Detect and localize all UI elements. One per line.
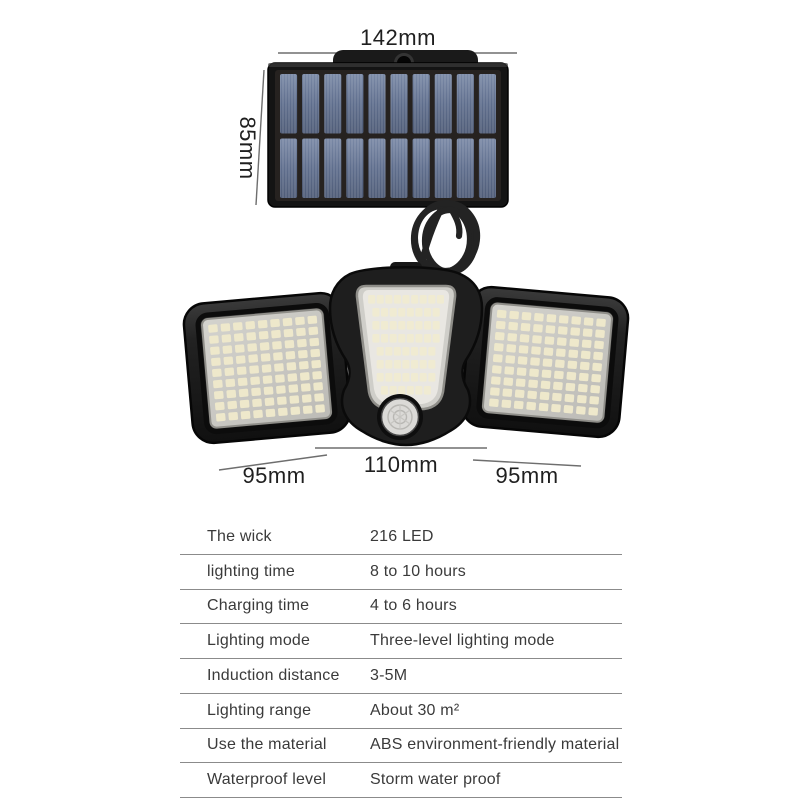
table-row <box>180 763 622 798</box>
led-chip <box>385 295 392 304</box>
led-chip <box>402 360 409 369</box>
led-chip <box>546 314 556 323</box>
led-chip <box>494 343 504 352</box>
led-chip <box>544 336 554 345</box>
led-chip <box>246 332 256 341</box>
spec-label: The wick <box>207 527 272 545</box>
table-row <box>180 590 622 625</box>
solar-cell-texture <box>479 74 496 134</box>
led-chip <box>286 362 296 371</box>
led-chip <box>377 360 384 369</box>
led-chip <box>568 349 578 358</box>
led-chip <box>390 308 397 317</box>
led-chip <box>311 360 321 369</box>
led-chip <box>555 359 565 368</box>
led-chip <box>507 333 517 342</box>
led-chip <box>234 333 244 342</box>
left-head-width-label: 95mm <box>242 463 306 488</box>
led-chip <box>491 376 501 385</box>
led-chip <box>262 364 272 373</box>
led-chip <box>557 337 567 346</box>
led-chip <box>377 347 384 356</box>
solar-cell-texture <box>324 74 341 134</box>
led-chip <box>407 386 414 395</box>
solar-cell-texture <box>368 74 385 134</box>
led-chip <box>527 391 537 400</box>
solar-cell-texture <box>479 139 496 199</box>
led-chip <box>584 317 594 326</box>
solar-cell-texture <box>368 139 385 199</box>
led-chip <box>314 393 324 402</box>
led-chip <box>381 386 388 395</box>
led-chip <box>368 295 375 304</box>
led-chip <box>265 397 275 406</box>
led-chip <box>428 373 435 382</box>
solar-cell-texture <box>280 74 297 134</box>
led-chip <box>543 347 553 356</box>
led-chip <box>285 351 295 360</box>
led-chip <box>596 318 606 327</box>
led-chip <box>411 373 418 382</box>
led-chip <box>239 389 249 398</box>
led-chip <box>390 386 397 395</box>
spec-value: Storm water proof <box>370 771 501 789</box>
led-chip <box>283 318 293 327</box>
led-chip <box>407 321 414 330</box>
led-chip <box>277 396 287 405</box>
spec-value: 216 LED <box>370 527 434 545</box>
led-chip <box>407 334 414 343</box>
led-chip <box>261 353 271 362</box>
led-chip <box>504 366 514 375</box>
led-chip <box>528 379 538 388</box>
led-chip <box>308 327 318 336</box>
solar-cell-texture <box>346 139 363 199</box>
led-chip <box>274 363 284 372</box>
led-chip <box>521 312 531 321</box>
spec-label: lighting time <box>207 562 295 580</box>
led-chip <box>295 317 305 326</box>
led-chip <box>520 334 530 343</box>
led-chip <box>238 377 248 386</box>
led-chip <box>595 329 605 338</box>
led-chip <box>539 403 549 412</box>
led-chip <box>506 344 516 353</box>
led-chip <box>497 310 507 319</box>
led-chip <box>402 373 409 382</box>
led-chip <box>541 381 551 390</box>
table-row <box>180 624 622 659</box>
led-chip <box>588 407 598 416</box>
led-chip <box>424 321 431 330</box>
led-chip <box>377 295 384 304</box>
led-chip <box>565 383 575 392</box>
led-chip <box>240 400 250 409</box>
led-chip <box>576 406 586 415</box>
led-chip <box>241 411 251 420</box>
led-chip <box>398 386 405 395</box>
spec-label: Lighting mode <box>207 632 311 650</box>
led-chip <box>515 389 525 398</box>
led-chip <box>278 407 288 416</box>
led-chip <box>543 358 553 367</box>
led-chip <box>518 356 528 365</box>
led-chip <box>271 330 281 339</box>
led-chip <box>411 347 418 356</box>
led-chip <box>552 393 562 402</box>
led-chip <box>258 320 268 329</box>
led-chip <box>501 400 511 409</box>
panel-width-label: 142mm <box>360 25 436 50</box>
led-chip <box>420 373 427 382</box>
led-chip <box>526 402 536 411</box>
solar-cell-texture <box>280 139 297 199</box>
led-chip <box>428 347 435 356</box>
solar-cell-texture <box>324 139 341 199</box>
led-chip <box>531 346 541 355</box>
led-chip <box>303 405 313 414</box>
spec-value: 4 to 6 hours <box>370 597 457 615</box>
led-chip <box>402 347 409 356</box>
led-chip <box>253 410 263 419</box>
panel-height-label: 85mm <box>235 116 260 180</box>
led-chip <box>428 295 435 304</box>
led-chip <box>381 321 388 330</box>
center-head-width-label: 110mm <box>363 452 439 477</box>
led-chip <box>398 308 405 317</box>
led-chip <box>247 343 257 352</box>
led-chip <box>264 386 274 395</box>
led-chip <box>372 321 379 330</box>
led-chip <box>581 351 591 360</box>
table-row <box>180 729 622 764</box>
led-chip <box>222 345 232 354</box>
led-chip <box>290 406 300 415</box>
led-chip <box>398 334 405 343</box>
spec-value: Three-level lighting mode <box>370 632 555 650</box>
led-chip <box>284 340 294 349</box>
led-chip <box>415 321 422 330</box>
led-chip <box>505 355 515 364</box>
led-chip <box>224 367 234 376</box>
led-chip <box>213 380 223 389</box>
led-chip <box>402 295 409 304</box>
led-chip <box>521 323 531 332</box>
led-chip <box>398 321 405 330</box>
led-chip <box>530 357 540 366</box>
led-chip <box>259 331 269 340</box>
led-chip <box>252 399 262 408</box>
led-chip <box>381 334 388 343</box>
led-chip <box>394 295 401 304</box>
led-chip <box>215 402 225 411</box>
light-fixture <box>182 262 630 445</box>
led-chip <box>220 323 230 332</box>
spec-label: Charging time <box>207 597 310 615</box>
led-chip <box>385 347 392 356</box>
led-chip <box>545 325 555 334</box>
spec-table <box>180 520 622 798</box>
led-chip <box>273 352 283 361</box>
led-chip <box>263 375 273 384</box>
led-chip <box>558 326 568 335</box>
led-chip <box>276 385 286 394</box>
solar-cell-texture <box>413 139 430 199</box>
spec-value: 8 to 10 hours <box>370 562 466 580</box>
led-chip <box>233 322 243 331</box>
led-chip <box>579 373 589 382</box>
solar-cell-texture <box>457 74 474 134</box>
led-chip <box>570 327 580 336</box>
led-chip <box>227 401 237 410</box>
led-chip <box>420 295 427 304</box>
led-chip <box>312 371 322 380</box>
led-chip <box>225 379 235 388</box>
led-chip <box>302 394 312 403</box>
led-chip <box>493 354 503 363</box>
solar-cell-texture <box>391 139 408 199</box>
led-chip <box>260 342 270 351</box>
center-led-head <box>330 262 482 445</box>
solar-cell-texture <box>302 139 319 199</box>
led-chip <box>385 373 392 382</box>
solar-cell-texture <box>435 139 452 199</box>
led-chip <box>582 339 592 348</box>
led-chip <box>428 360 435 369</box>
led-chip <box>266 409 276 418</box>
spec-label: Induction distance <box>207 666 340 684</box>
led-chip <box>551 404 561 413</box>
led-chip <box>415 386 422 395</box>
led-chip <box>299 361 309 370</box>
spec-label: Use the material <box>207 736 327 754</box>
led-chip <box>237 366 247 375</box>
led-chip <box>542 369 552 378</box>
led-chip <box>559 315 569 324</box>
led-chip <box>411 360 418 369</box>
left-led-head <box>182 291 352 444</box>
led-chip <box>519 345 529 354</box>
led-chip <box>248 354 258 363</box>
led-chip <box>407 308 414 317</box>
led-chip <box>415 334 422 343</box>
led-chip <box>297 339 307 348</box>
solar-cell-texture <box>302 74 319 134</box>
spec-value: 3-5M <box>370 666 408 684</box>
led-chip <box>508 322 518 331</box>
led-chip <box>394 373 401 382</box>
led-chip <box>553 382 563 391</box>
led-chip <box>571 316 581 325</box>
led-chip <box>532 335 542 344</box>
led-chip <box>566 372 576 381</box>
led-chip <box>250 376 260 385</box>
led-chip <box>390 334 397 343</box>
led-chip <box>310 349 320 358</box>
led-chip <box>309 338 319 347</box>
led-chip <box>223 356 233 365</box>
led-chip <box>433 321 440 330</box>
led-chip <box>313 382 323 391</box>
led-chip <box>249 365 259 374</box>
led-chip <box>298 350 308 359</box>
spec-value: ABS environment-friendly material <box>370 736 620 754</box>
led-chip <box>424 308 431 317</box>
led-chip <box>390 321 397 330</box>
led-chip <box>590 385 600 394</box>
led-chip <box>209 335 219 344</box>
led-chip <box>420 347 427 356</box>
led-chip <box>516 378 526 387</box>
led-chip <box>502 388 512 397</box>
led-chip <box>411 295 418 304</box>
led-chip <box>385 360 392 369</box>
table-row <box>180 659 622 694</box>
led-chip <box>394 360 401 369</box>
solar-cell-texture <box>391 74 408 134</box>
led-chip <box>556 348 566 357</box>
led-chip <box>288 384 298 393</box>
led-chip <box>492 365 502 374</box>
led-chip <box>212 368 222 377</box>
led-chip <box>210 346 220 355</box>
led-chip <box>214 391 224 400</box>
led-chip <box>577 395 587 404</box>
led-chip <box>372 334 379 343</box>
led-chip <box>490 387 500 396</box>
led-chip <box>433 308 440 317</box>
led-chip <box>394 347 401 356</box>
led-chip <box>567 361 577 370</box>
led-chip <box>300 372 310 381</box>
led-chip <box>226 390 236 399</box>
table-row <box>180 694 622 729</box>
led-chip <box>420 360 427 369</box>
led-chip <box>583 328 593 337</box>
spec-label: Lighting range <box>207 701 312 719</box>
led-chip <box>372 308 379 317</box>
solar-panel-assembly <box>268 50 508 207</box>
led-chip <box>534 313 544 322</box>
led-chip <box>529 368 539 377</box>
led-chip <box>593 352 603 361</box>
led-chip <box>236 355 246 364</box>
led-chip <box>424 334 431 343</box>
led-chip <box>592 363 602 372</box>
right-led-head <box>460 285 630 438</box>
led-chip <box>245 321 255 330</box>
panel-frame-highlight <box>268 63 508 67</box>
led-chip <box>275 374 285 383</box>
solar-cell-texture <box>457 139 474 199</box>
led-chip <box>211 357 221 366</box>
led-chip <box>594 341 604 350</box>
led-chip <box>307 315 317 324</box>
led-chip <box>514 401 524 410</box>
led-chip <box>433 334 440 343</box>
led-chip <box>270 319 280 328</box>
led-chip <box>296 328 306 337</box>
solar-cell-texture <box>346 74 363 134</box>
led-chip <box>251 387 261 396</box>
led-chip <box>424 386 431 395</box>
led-chip <box>221 334 231 343</box>
table-row <box>180 520 622 555</box>
spec-value: About 30 m² <box>370 701 460 719</box>
led-chip <box>578 384 588 393</box>
led-chip <box>377 373 384 382</box>
led-chip <box>554 371 564 380</box>
led-chip <box>509 311 519 320</box>
led-chip <box>287 373 297 382</box>
led-chip <box>272 341 282 350</box>
led-chip <box>208 324 218 333</box>
led-chip <box>503 377 513 386</box>
table-row <box>180 555 622 590</box>
led-chip <box>591 374 601 383</box>
led-chip <box>216 413 226 422</box>
led-chip <box>301 383 311 392</box>
led-chip <box>580 362 590 371</box>
led-chip <box>496 321 506 330</box>
led-chip <box>495 332 505 341</box>
led-chip <box>284 329 294 338</box>
led-chip <box>533 324 543 333</box>
led-chip <box>228 412 238 421</box>
led-chip <box>235 344 245 353</box>
led-chip <box>489 398 499 407</box>
led-chip <box>589 396 599 405</box>
led-chip <box>540 392 550 401</box>
led-chip <box>569 338 579 347</box>
led-chip <box>564 394 574 403</box>
led-chip <box>381 308 388 317</box>
led-chip <box>563 405 573 414</box>
spec-label: Waterproof level <box>207 771 327 789</box>
led-chip <box>289 395 299 404</box>
right-head-width-label: 95mm <box>495 463 559 488</box>
led-chip <box>437 295 444 304</box>
led-chip <box>315 404 325 413</box>
solar-cell-texture <box>435 74 452 134</box>
solar-cell-texture <box>413 74 430 134</box>
led-chip <box>517 367 527 376</box>
led-chip <box>415 308 422 317</box>
motion-sensor <box>377 394 423 440</box>
